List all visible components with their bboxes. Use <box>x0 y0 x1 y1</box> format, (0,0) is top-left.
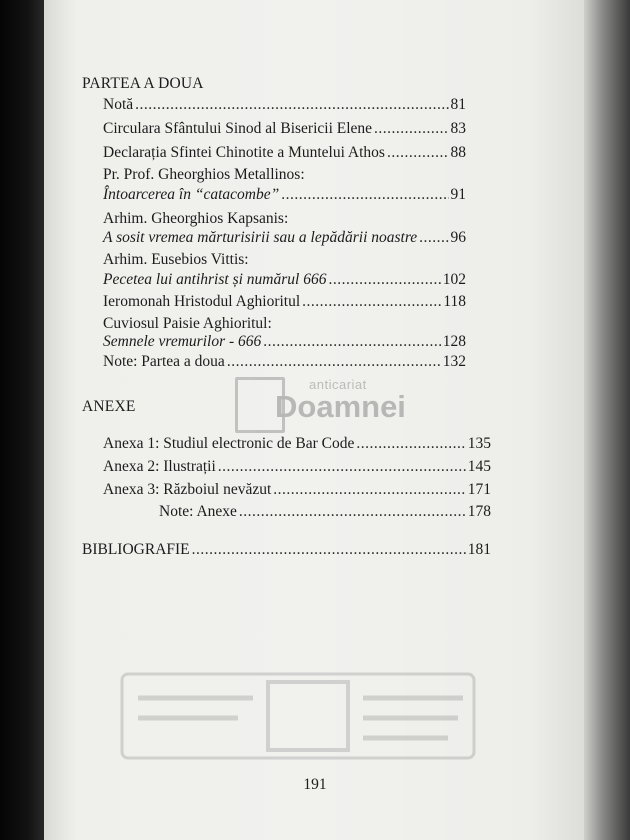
toc-entry-page: 171 <box>467 481 491 498</box>
toc-entry-title: Notă <box>103 96 134 113</box>
toc-author-line: Arhim. Eusebios Vittis: <box>103 251 249 268</box>
toc-entry <box>103 333 466 351</box>
toc-leader-dots <box>387 144 449 162</box>
toc-entry-page: 118 <box>443 293 466 310</box>
toc-leader-dots <box>273 481 465 499</box>
toc-entry-page: 96 <box>450 229 466 246</box>
toc-entry-page: 83 <box>450 120 466 137</box>
toc-entry-title: Anexa 3: Războiul nevăzut <box>103 481 272 498</box>
watermark-big-text: Doamnei <box>275 389 406 424</box>
toc-leader-dots <box>419 229 448 247</box>
toc-entry-page: 181 <box>467 541 491 558</box>
toc-entry-title: Semnele vremurilor - 666 <box>103 333 262 350</box>
toc-entry-title: Note: Anexe <box>159 503 237 520</box>
toc-entry-title: A sosit vremea mărturisirii sau a lepădării noastre <box>103 229 418 246</box>
toc-entry <box>103 120 466 138</box>
toc-entry <box>103 271 466 289</box>
toc-entry-page: 132 <box>442 353 466 370</box>
watermark-small-text: anticariat <box>309 377 367 392</box>
toc-entry-page: 128 <box>442 333 466 350</box>
toc-entry <box>103 293 466 311</box>
section-heading-part-two: PARTEA A DOUA <box>82 75 204 92</box>
toc-leader-dots <box>281 186 448 204</box>
toc-entry-title: Pecetea lui antihrist și numărul 666 <box>103 271 327 288</box>
toc-entry <box>103 481 491 499</box>
toc-entry-title: Circulara Sfântului Sinod al Bisericii Elene <box>103 120 373 137</box>
toc-leader-dots <box>356 435 465 453</box>
toc-entry <box>103 353 466 371</box>
toc-entry-title: Întoarcerea în “catacombe” <box>103 186 280 203</box>
toc-entry <box>103 186 466 204</box>
toc-entry-bibliography <box>82 541 491 559</box>
toc-author-line: Cuviosul Paisie Aghioritul: <box>103 315 272 332</box>
toc-leader-dots <box>135 96 448 114</box>
toc-entry-page: 135 <box>467 435 491 452</box>
toc-author-line: Arhim. Gheorghios Kapsanis: <box>103 210 289 227</box>
toc-entry-page: 102 <box>442 271 466 288</box>
toc-entry-page: 91 <box>450 186 466 203</box>
section-heading-annexes: ANEXE <box>82 398 136 415</box>
toc-entry <box>103 458 491 476</box>
toc-leader-dots <box>227 353 441 371</box>
toc-leader-dots <box>239 503 466 521</box>
show-through-stamp <box>118 668 478 763</box>
toc-leader-dots <box>374 120 448 138</box>
toc-author-line: Pr. Prof. Gheorghios Metallinos: <box>103 166 305 183</box>
toc-entry-page: 88 <box>450 144 466 161</box>
toc-entry-title: Anexa 1: Studiul electronic de Bar Code <box>103 435 355 452</box>
book-edge-shadow <box>584 0 630 840</box>
toc-leader-dots <box>328 271 440 289</box>
toc-leader-dots <box>192 541 466 559</box>
toc-entry-title: Anexa 2: Ilustrații <box>103 458 216 475</box>
toc-entry-title: Declarația Sfintei Chinotite a Muntelui Athos <box>103 144 385 161</box>
toc-entry-title: Ieromonah Hristodul Aghioritul <box>103 293 301 310</box>
toc-entry-page: 145 <box>467 458 491 475</box>
toc-entry-page: 81 <box>450 96 466 113</box>
toc-entry-title: BIBLIOGRAFIE <box>82 541 190 558</box>
toc-entry <box>159 503 491 521</box>
toc-leader-dots <box>218 458 466 476</box>
toc-leader-dots <box>302 293 441 311</box>
toc-entry <box>103 96 466 114</box>
toc-entry <box>103 229 466 247</box>
anticariat-watermark-logo <box>235 373 405 435</box>
toc-leader-dots <box>263 333 440 351</box>
toc-entry-title: Note: Partea a doua <box>103 353 225 370</box>
toc-entry <box>103 435 491 453</box>
toc-entry-page: 178 <box>467 503 491 520</box>
page-number: 191 <box>303 776 327 793</box>
toc-entry <box>103 144 466 162</box>
book-spine-shadow <box>0 0 46 840</box>
